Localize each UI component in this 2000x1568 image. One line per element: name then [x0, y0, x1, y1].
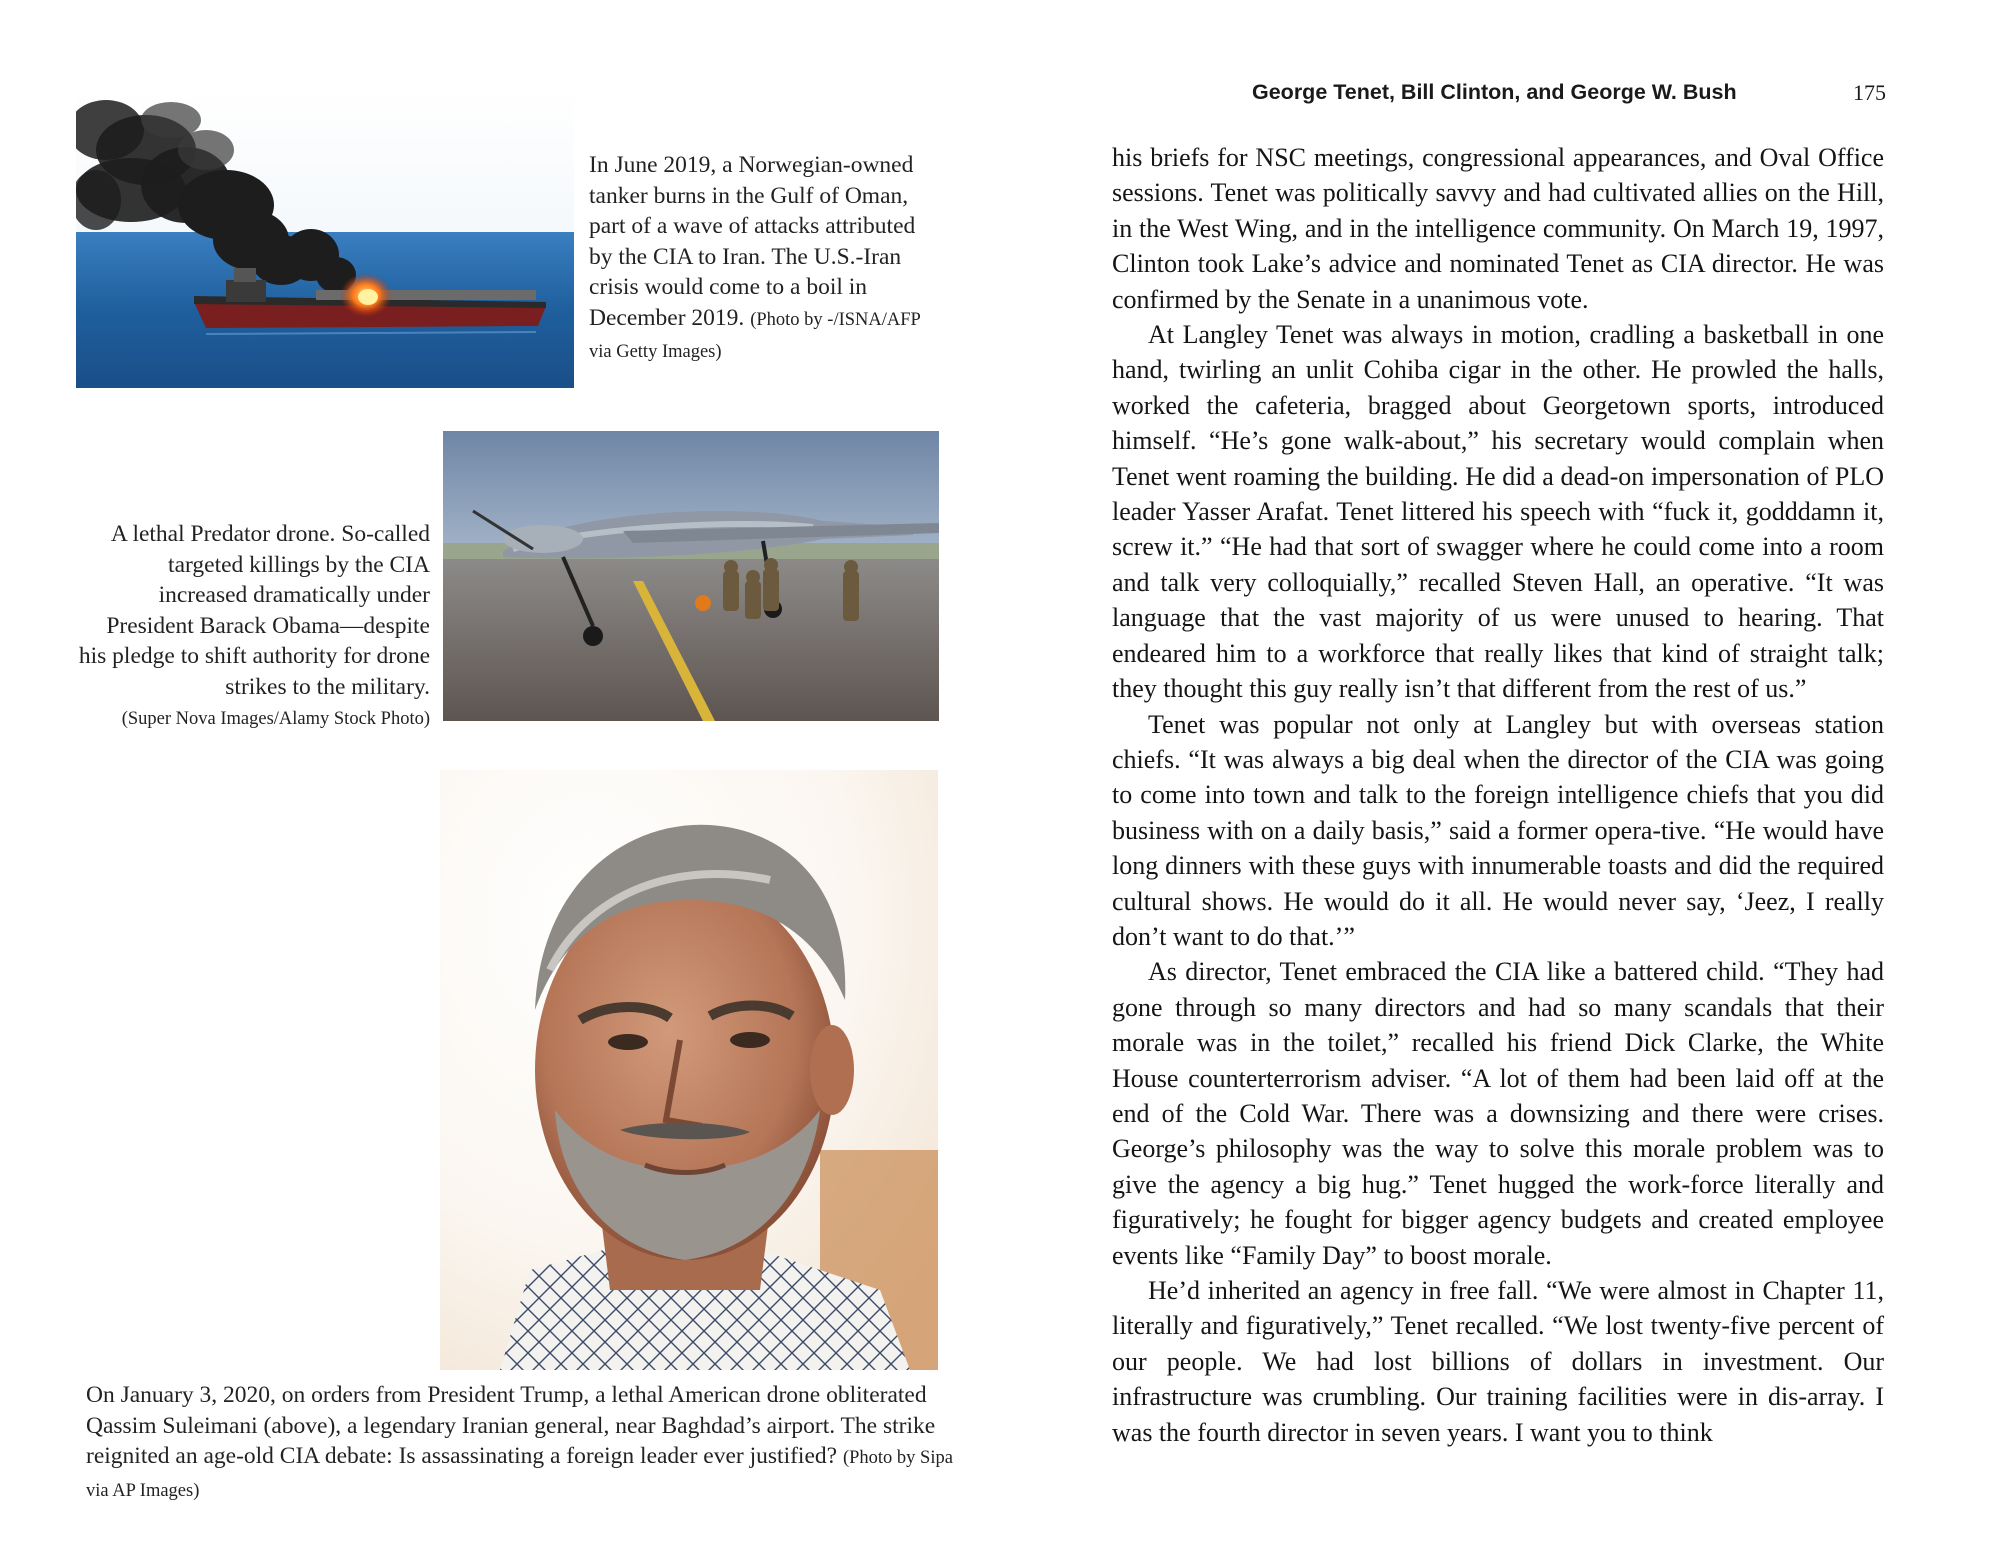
drone-photo-credit: (Super Nova Images/Alamy Stock Photo) [121, 709, 430, 729]
drone-caption [78, 519, 430, 735]
drone-caption-text: A lethal Predator drone. So-called targeted killings by the CIA increased dramatically under President Barack Obama—despite his pledge to shift authority for drone strikes to the military. [78, 521, 430, 700]
paragraph: At Langley Tenet was always in motion, cradling a basketball in one hand, twirling an unlit Cohiba cigar in the other. He prowled the halls, worked the cafeteria, bragged about Georgetown sports, introduced himself. “He’s gone walk-about,” his secretary would complain when Tenet went roaming the building. He did a dead-on impersonation of PLO leader Yasser Arafat. Tenet littered his speech with “fuck it, godddamn it, screw it.” “He had that sort of swagger where he could come into a room and talk very colloquially,” recalled Steven Hall, an operative. “It was language that the vast majority of us were unused to hearing. That endeared him to a workforce that really likes that kind of straight talk; they thought this guy really isn’t that different from the rest of us.” [1112, 320, 1884, 704]
suleimani-caption-text: On January 3, 2020, on orders from President Trump, a lethal American drone obliterated Qassim Suleimani (above), a legendary Iranian general, near Baghdad’s airport. The strike reignited an age-old CIA debate: Is assassinating a foreign leader ever justified? [86, 1382, 936, 1469]
tanker-photo-credit: (Photo by -/ISNA/AFP via Getty Images) [589, 309, 921, 362]
running-head: George Tenet, Bill Clinton, and George W. Bush [1252, 80, 1737, 104]
tanker-caption-text: In June 2019, a Norwegian-owned tanker burns in the Gulf of Oman, part of a wave of attacks attributed by the CIA to Iran. The U.S.-Iran crisis would come to a boil in December 2019. [589, 152, 916, 331]
suleimani-portrait-photo [440, 770, 938, 1370]
body-text [1112, 140, 1884, 1450]
predator-drone-photo [443, 431, 939, 721]
paragraph: As director, Tenet embraced the CIA like a battered child. “They had gone through so many directors and had so many scandals that their morale was in the toilet,” recalled his friend Dick Clarke, the White House counterterrorism adviser. “A lot of them had been laid off at the end of the Cold War. There was a downsizing and there were crises. George’s philosophy was the way to solve this morale problem was to give the agency a big hug.” Tenet hugged the work-force literally and figuratively; he fought for bigger agency budgets and created employee events like “Family Day” to boost morale. [1112, 957, 1884, 1270]
tanker-caption [589, 150, 939, 368]
page-number: 175 [1853, 80, 1886, 105]
paragraph: Tenet was popular not only at Langley but with overseas station chiefs. “It was always a big deal when the director of the CIA was going to come into town and talk to the foreign intelligence chiefs that you did business with on a daily basis,” said a former opera-tive. “He would have long dinners with these guys with innumerable toasts and did the required cultural shows. He would do it all. He would never say, ‘Jeez, I really don’t want to do that.’” [1112, 709, 1884, 951]
burning-tanker-photo [76, 90, 574, 388]
paragraph: his briefs for NSC meetings, congressional appearances, and Oval Office sessions. Tenet was politically savvy and had cultivated allies on the Hill, in the West Wing, and in the intelligence community. On March 19, 1997, Clinton took Lake’s advice and nominated Tenet as CIA director. He was confirmed by the Senate in a unanimous vote. [1112, 143, 1884, 314]
suleimani-caption [86, 1380, 956, 1506]
suleimani-photo-credit: (Photo by Sipa via AP Images) [86, 1448, 953, 1501]
paragraph: He’d inherited an agency in free fall. “We were almost in Chapter 11, literally and figuratively,” Tenet recalled. “We lost twenty-five percent of our people. We had lost billions of dollars in investment. Our infrastructure was crumbling. Our training facilities were in dis-array. I was the fourth director in seven years. I want you to think [1112, 1276, 1884, 1447]
